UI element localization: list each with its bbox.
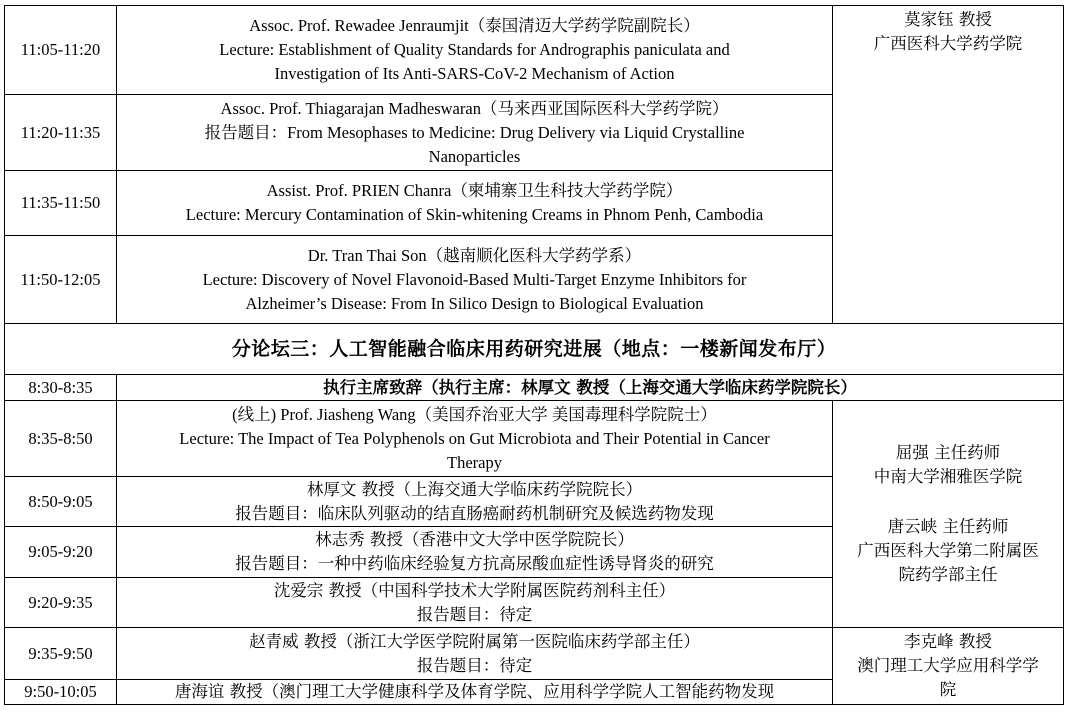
moderator-name: 李克峰 教授: [904, 632, 992, 651]
table-row: [5, 628, 1064, 680]
section-header-row: [5, 324, 1064, 375]
moderator-cell: [833, 6, 1064, 324]
speaker-line: Assoc. Prof. Thiagarajan Madheswaran（马来西亚国际医科大学药学院）: [220, 98, 729, 118]
lecture-cell: [117, 6, 833, 95]
table-row: [5, 401, 1064, 477]
table-row: [5, 375, 1064, 401]
time-cell: 9:35-9:50: [5, 628, 117, 680]
speaker-line: Dr. Tran Thai Son（越南顺化医科大学药学系）: [307, 245, 642, 265]
moderator-org: 广西医科大学药学院: [873, 34, 1023, 53]
lecture-title-line: Investigation of Its Anti-SARS-CoV-2 Mechanism of Action: [274, 64, 675, 83]
time-cell: 11:20-11:35: [5, 95, 117, 171]
time-cell: 11:50-12:05: [5, 236, 117, 324]
lecture-cell: [117, 401, 833, 477]
lecture-title-line: 报告题目：待定: [416, 655, 533, 675]
speaker-line: 唐海谊 教授（澳门理工大学健康科学及体育学院、应用科学学院人工智能药物发现: [174, 682, 775, 701]
section-title: 分论坛三：人工智能融合临床用药研究进展（地点：一楼新闻发布厅）: [5, 324, 1064, 375]
lecture-title-line: Lecture: Discovery of Novel Flavonoid-Based Multi-Target Enzyme Inhibitors for: [202, 269, 747, 289]
time-cell: 9:20-9:35: [5, 578, 117, 628]
lecture-cell: [117, 171, 833, 236]
schedule-table: [4, 5, 1064, 705]
moderator-name: 屈强 主任药师: [895, 443, 1001, 462]
lecture-cell: [117, 236, 833, 324]
moderator-name: 唐云峡 主任药师: [887, 517, 1009, 536]
lecture-cell: [117, 628, 833, 680]
speaker-line: 沈爱宗 教授（中国科学技术大学附属医院药剂科主任）: [273, 580, 676, 600]
time-cell: 11:05-11:20: [5, 6, 117, 95]
table-row: [5, 6, 1064, 95]
time-cell: 11:35-11:50: [5, 171, 117, 236]
speaker-line: 林志秀 教授（香港中文大学中医学院院长）: [315, 530, 634, 549]
speaker-line: Assist. Prof. PRIEN Chanra（柬埔寨卫生科技大学药学院）: [266, 181, 683, 200]
lecture-title-line: Lecture: The Impact of Tea Polyphenols on Gut Microbiota and Their Potential in Cancer: [179, 428, 770, 448]
time-cell: 8:30-8:35: [5, 375, 117, 401]
time-cell: 9:50-10:05: [5, 680, 117, 705]
moderator-cell: [833, 401, 1064, 628]
lecture-title-line: 报告题目：一种中药临床经验复方抗高尿酸血症性诱导肾炎的研究: [235, 554, 714, 573]
lecture-title-line: 报告题目：From Mesophases to Medicine: Drug Delivery via Liquid Crystalline: [204, 122, 745, 142]
moderator-org: 澳门理工大学应用科学学: [857, 656, 1039, 675]
lecture-cell: [117, 680, 833, 705]
moderator-name: 莫家钰 教授: [904, 10, 992, 29]
time-cell: 8:35-8:50: [5, 401, 117, 477]
lecture-title-line: Nanoparticles: [428, 146, 521, 166]
moderator-spacer: [833, 489, 1063, 515]
lecture-title-line: Alzheimer’s Disease: From In Silico Design to Biological Evaluation: [245, 293, 704, 313]
time-cell: 9:05-9:20: [5, 527, 117, 578]
speaker-line: 林厚文 教授（上海交通大学临床药学院院长）: [306, 479, 643, 499]
time-cell: 8:50-9:05: [5, 477, 117, 527]
moderator-org: 院: [939, 680, 957, 699]
lecture-cell: [117, 477, 833, 527]
moderator-org: 中南大学湘雅医学院: [873, 467, 1023, 486]
lecture-cell: [117, 95, 833, 171]
opening-remarks: 执行主席致辞（执行主席：林厚文 教授（上海交通大学临床药学院院长）: [117, 375, 1064, 401]
lecture-title-line: Lecture: Mercury Contamination of Skin-whitening Creams in Phnom Penh, Cambodia: [185, 205, 764, 224]
moderator-org: 院药学部主任: [898, 565, 998, 584]
lecture-title-line: 报告题目：待定: [416, 604, 533, 624]
lecture-cell: [117, 527, 833, 578]
lecture-title-line: Therapy: [447, 452, 502, 472]
moderator-cell: [833, 628, 1064, 705]
speaker-line: Assoc. Prof. Rewadee Jenraumjit（泰国清迈大学药学院副院长）: [249, 16, 700, 35]
lecture-title-line: Lecture: Establishment of Quality Standards for Andrographis paniculata and: [219, 40, 730, 59]
speaker-line: 赵青威 教授（浙江大学医学院附属第一医院临床药学部主任）: [249, 631, 700, 651]
lecture-title-line: 报告题目：临床队列驱动的结直肠癌耐药机制研究及候选药物发现: [235, 503, 714, 523]
lecture-cell: [117, 578, 833, 628]
moderator-org: 广西医科大学第二附属医: [857, 541, 1039, 560]
speaker-line: (线上) Prof. Jiasheng Wang（美国乔治亚大学 美国毒理科学院院士）: [232, 404, 717, 424]
